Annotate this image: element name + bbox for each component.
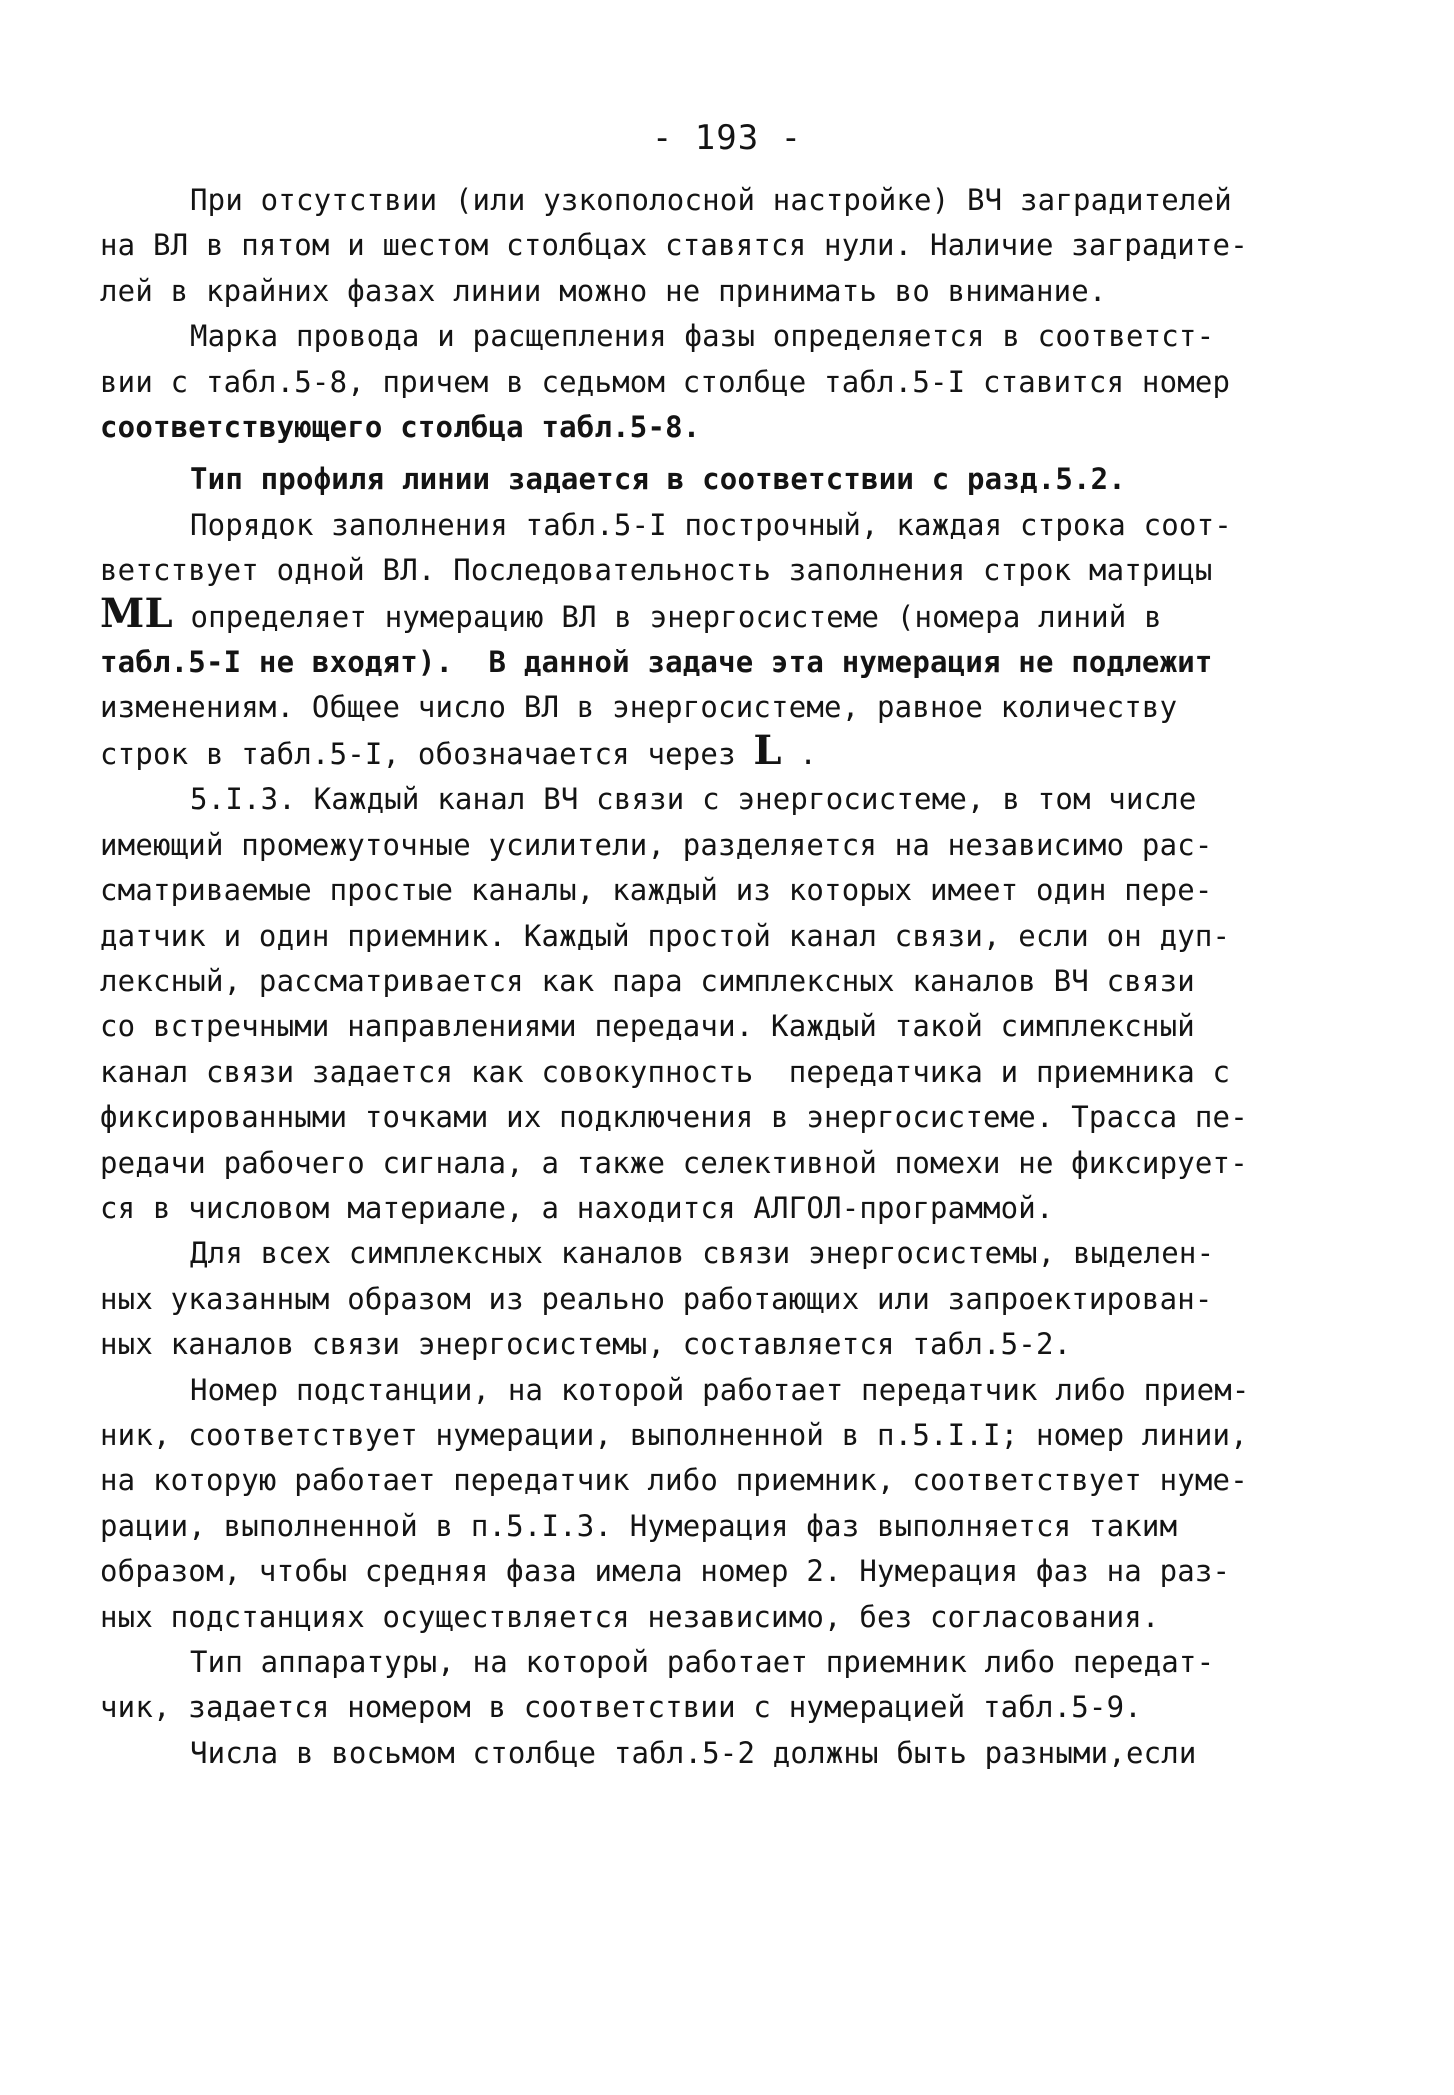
text-line: соответствующего столбца табл.5-8. (100, 410, 701, 445)
text-line: ветствует одной ВЛ. Последовательность заполнения строк матрицы (100, 553, 1213, 588)
text-line: образом, чтобы средняя фаза имела номер 2. Нумерация фаз на раз- (100, 1554, 1231, 1589)
page-number: - 193 - (651, 118, 803, 158)
text-line: редачи рабочего сигнала, а также селективной помехи не фиксирует- (100, 1145, 1248, 1180)
text-line: При отсутствии (или узкополосной настройке) ВЧ заградителей (190, 183, 1232, 217)
text-line: Порядок заполнения табл.5-I построчный, каждая строка соот- (190, 507, 1232, 542)
text-line: Номер подстанции, на которой работает передатчик либо прием- (190, 1372, 1250, 1407)
count-l-symbol: L (753, 726, 782, 774)
text-line-content: определяет нумерацию ВЛ в энергосистеме (номера линий в (190, 599, 1162, 634)
text-line: датчик и один приемник. Каждый простой канал связи, если он дуп- (100, 918, 1231, 953)
document-body (100, 178, 1350, 1776)
text-line: фиксированными точками их подключения в энергосистеме. Трасса пе- (100, 1100, 1248, 1135)
matrix-ml-symbol: ML (100, 589, 173, 637)
text-line: на которую работает передатчик либо приемник, соответствует нуме- (100, 1463, 1248, 1498)
text-line: Марка провода и расщепления фазы определяется в соответст- (190, 319, 1215, 354)
text-line: со встречными направлениями передачи. Каждый такой симплексный (100, 1009, 1195, 1044)
text-line: рации, выполненной в п.5.I.3. Нумерация фаз выполняется таким (100, 1508, 1178, 1543)
text-line: лей в крайних фазах линии можно не принимать во внимание. (100, 273, 1107, 308)
text-line: имеющий промежуточные усилители, разделяется на независимо рас- (100, 827, 1213, 862)
text-line (100, 589, 1350, 640)
text-line: ся в числовом материале, а находится АЛГОЛ-программой. (100, 1190, 1054, 1225)
text-line: Для всех симплексных каналов связи энергосистемы, выделен- (190, 1236, 1215, 1271)
text-line: ных подстанциях осуществляется независимо, без согласования. (100, 1599, 1160, 1634)
text-line: сматриваемые простые каналы, каждый из которых имеет один пере- (100, 873, 1213, 908)
text-line: ных каналов связи энергосистемы, составляется табл.5-2. (100, 1327, 1072, 1362)
text-line: на ВЛ в пятом и шестом столбцах ставятся нули. Наличие заградите- (100, 228, 1248, 263)
text-line: ных указанным образом из реально работающих или запроектирован- (100, 1281, 1213, 1316)
text-line-content: строк в табл.5-I, обозначается через (100, 736, 736, 771)
text-line: 5.I.3. Каждый канал ВЧ связи с энергосистеме, в том числе (190, 782, 1197, 817)
text-line: ник, соответствует нумерации, выполненной в п.5.I.I; номер линии, (100, 1417, 1248, 1452)
text-line: канал связи задается как совокупность передатчика и приемника с (100, 1054, 1231, 1089)
text-line: Числа в восьмом столбце табл.5-2 должны быть разными,если (190, 1735, 1197, 1770)
text-line: Тип профиля линии задается в соответствии с разд.5.2. (190, 462, 1126, 497)
sentence-period: . (799, 736, 818, 771)
text-line: табл.5-I не входят). В данной задаче эта нумерация не подлежит (100, 645, 1213, 680)
text-line: вии с табл.5-8, причем в седьмом столбце табл.5-I ставится номер (100, 364, 1231, 399)
text-line: Тип аппаратуры, на которой работает приемник либо передат- (190, 1645, 1215, 1679)
text-line: лексный, рассматривается как пара симплексных каналов ВЧ связи (100, 963, 1195, 998)
text-line (100, 726, 1350, 777)
text-line: чик, задается номером в соответствии с нумерацией табл.5-9. (100, 1690, 1142, 1725)
text-line: изменениям. Общее число ВЛ в энергосистеме, равное количеству (100, 690, 1178, 725)
